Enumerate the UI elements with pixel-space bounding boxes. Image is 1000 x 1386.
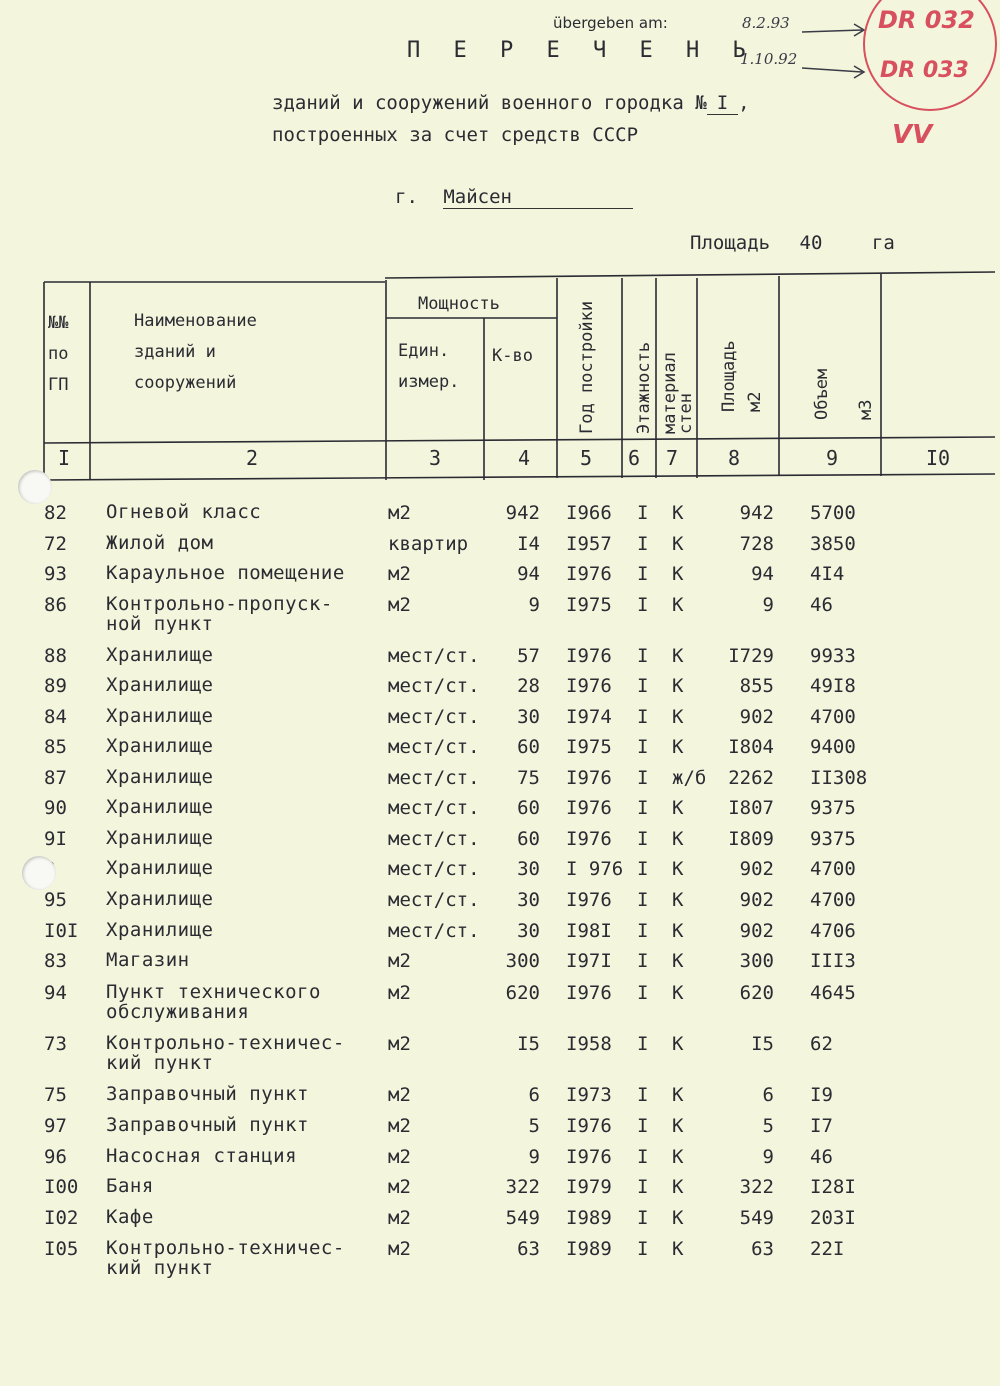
cell-year: I976 [566,767,612,789]
cell-vol: 62 [810,1033,833,1055]
cell-mat: К [672,920,684,942]
punch-hole-top [18,470,52,504]
area-unit: га [871,232,895,254]
table-row [0,889,1000,921]
cell-vol: I7 [810,1115,833,1137]
table-row [0,767,1000,799]
cell-unit: мест/ст. [388,797,480,819]
header-unit: Един. измер. [398,341,460,392]
table-row [0,502,1000,534]
cell-mat: К [672,950,684,972]
cell-num: 93 [44,563,67,585]
table-row [0,1084,1000,1116]
stamp-initials: VV [892,120,933,150]
cell-mat: К [672,645,684,667]
cell-unit: м2 [388,502,411,524]
cell-unit: мест/ст. [388,767,480,789]
cell-mat: К [672,1146,684,1168]
cell-year: I98I [566,920,612,942]
cell-vol: 49I8 [810,675,856,697]
cell-unit: мест/ст. [388,920,480,942]
punch-hole-bottom [22,856,56,890]
cell-vol: 4700 [810,858,856,880]
cell-vol: I28I [810,1176,856,1198]
header-area: Площадь м2 [719,340,765,412]
cell-unit: м2 [388,1115,411,1137]
cell-qty: 300 [505,950,540,972]
cell-num: 84 [44,706,67,728]
cell-unit: м2 [388,982,411,1004]
cell-name: Хранилище [106,766,214,788]
cell-num: 89 [44,675,67,697]
table-row [0,675,1000,707]
cell-name: Огневой класс [106,501,262,523]
cell-qty: 60 [517,736,540,758]
cell-vol: 9933 [810,645,856,667]
table-row [0,950,1000,982]
cell-mat: К [672,594,684,616]
col-num-6: 6 [628,446,641,470]
cell-name: Хранилище [106,857,214,879]
cell-mat: К [672,1238,684,1260]
cell-num: 95 [44,889,67,911]
cell-unit: мест/ст. [388,858,480,880]
cell-qty: I4 [517,533,540,555]
cell-vol: 3850 [810,533,856,555]
cell-area: I5 [751,1033,774,1055]
cell-unit: м2 [388,594,411,616]
table-row [0,920,1000,952]
table-row [0,1146,1000,1178]
cell-year: I976 [566,563,612,585]
cell-floors: I [637,1146,649,1168]
cell-area: 902 [739,858,774,880]
table-row [0,706,1000,738]
col-num-8: 8 [728,446,741,470]
cell-name: Хранилище [106,735,214,757]
cell-num: 85 [44,736,67,758]
header-num: №№ по ГП [48,313,69,395]
cell-area: 902 [739,889,774,911]
cell-vol: III3 [810,950,856,972]
cell-qty: 28 [517,675,540,697]
cell-year: I958 [566,1033,612,1055]
table-row [0,1237,1000,1279]
cell-year: I976 [566,982,612,1004]
cell-area: I807 [728,797,774,819]
cell-name: Караульное помещение [106,562,345,584]
cell-area: 9 [762,594,774,616]
cell-year: I97I [566,950,612,972]
cell-area: 63 [751,1238,774,1260]
cell-name: Хранилище [106,919,214,941]
cell-name: Контрольно-техничес- кий пункт [106,1032,345,1074]
cell-qty: 5 [528,1115,540,1137]
cell-year: I976 [566,797,612,819]
cell-name: Контрольно-пропуск- ной пункт [106,593,333,635]
cell-name: Жилой дом [106,532,214,554]
cell-floors: I [637,675,649,697]
cell-name: Контрольно-техничес- кий пункт [106,1237,345,1279]
header-year: Год постройки [577,300,597,434]
cell-qty: 30 [517,920,540,942]
cell-year: I975 [566,594,612,616]
table-row [0,797,1000,829]
cell-num: 72 [44,533,67,555]
header-name: Наименование зданий и сооружений [134,311,257,393]
cell-qty: 942 [505,502,540,524]
cell-name: Заправочный пункт [106,1114,309,1136]
cell-name: Хранилище [106,674,214,696]
cell-vol: I9 [810,1084,833,1106]
cell-year: I976 [566,889,612,911]
cell-area: 94 [751,563,774,585]
cell-unit: мест/ст. [388,645,480,667]
cell-year: I976 [566,1146,612,1168]
table-row [0,1207,1000,1239]
cell-floors: I [637,563,649,585]
table-row [0,736,1000,768]
cell-num: 86 [44,594,67,616]
cell-name: Пункт технического обслуживания [106,981,321,1023]
cell-year: I974 [566,706,612,728]
col-num-7: 7 [666,446,679,470]
cell-floors: I [637,736,649,758]
cell-name: Хранилище [106,705,214,727]
cell-unit: мест/ст. [388,675,480,697]
cell-year: I957 [566,533,612,555]
cell-area: 5 [762,1115,774,1137]
cell-floors: I [637,889,649,911]
cell-floors: I [637,706,649,728]
cell-area: 855 [739,675,774,697]
cell-vol: 4706 [810,920,856,942]
cell-mat: К [672,1207,684,1229]
cell-area: 942 [739,502,774,524]
cell-vol: 9400 [810,736,856,758]
cell-qty: 75 [517,767,540,789]
cell-mat: К [672,858,684,880]
cell-unit: м2 [388,950,411,972]
cell-unit: мест/ст. [388,736,480,758]
cell-mat: К [672,1176,684,1198]
cell-mat: К [672,736,684,758]
cell-unit: квартир [388,533,469,555]
cell-qty: 6 [528,1084,540,1106]
table-row [0,645,1000,677]
cell-num: I05 [44,1238,79,1260]
cell-qty: 63 [517,1238,540,1260]
header-capacity: Мощность [418,294,500,314]
table-row [0,1176,1000,1208]
area-value: 40 [799,232,823,254]
col-num-5: 5 [580,446,593,470]
cell-unit: мест/ст. [388,828,480,850]
cell-num: 94 [44,982,67,1004]
cell-mat: К [672,1084,684,1106]
cell-floors: I [637,950,649,972]
cell-area: 549 [739,1207,774,1229]
cell-floors: I [637,982,649,1004]
cell-mat: К [672,675,684,697]
table-row [0,981,1000,1023]
cell-name: Хранилище [106,827,214,849]
cell-mat: К [672,1115,684,1137]
table-row [0,858,1000,890]
cell-mat: К [672,563,684,585]
cell-floors: I [637,1207,649,1229]
cell-num: 96 [44,1146,67,1168]
header-qty: К-во [492,346,533,366]
stamp-code-2: DR 033 [880,58,969,83]
cell-qty: 9 [528,1146,540,1168]
col-num-2: 2 [246,446,259,470]
cell-vol: 4I4 [810,563,845,585]
cell-vol: 9375 [810,797,856,819]
table-row [0,533,1000,565]
cell-name: Насосная станция [106,1145,298,1167]
cell-qty: 30 [517,889,540,911]
cell-qty: 549 [505,1207,540,1229]
cell-name: Кафе [106,1206,154,1228]
cell-qty: 322 [505,1176,540,1198]
cell-vol: II308 [810,767,868,789]
cell-floors: I [637,1084,649,1106]
cell-vol: 4700 [810,706,856,728]
cell-mat: К [672,797,684,819]
cell-unit: м2 [388,1146,411,1168]
cell-mat: К [672,1033,684,1055]
city-prefix: г. [395,186,418,208]
cell-vol: 4645 [810,982,856,1004]
cell-num: 97 [44,1115,67,1137]
cell-floors: I [637,828,649,850]
cell-qty: 60 [517,797,540,819]
cell-num: 87 [44,767,67,789]
cell-area: 902 [739,920,774,942]
cell-qty: I5 [517,1033,540,1055]
table-row [0,563,1000,595]
cell-year: I979 [566,1176,612,1198]
cell-num: I00 [44,1176,79,1198]
table-row [0,1115,1000,1147]
cell-year: I976 [566,1115,612,1137]
cell-unit: м2 [388,1033,411,1055]
cell-year: I966 [566,502,612,524]
stamp-code-1: DR 032 [878,6,975,34]
cell-area: 322 [739,1176,774,1198]
handover-date-2: 1.10.92 [740,50,798,68]
cell-qty: 60 [517,828,540,850]
cell-floors: I [637,1033,649,1055]
cell-year: I976 [566,828,612,850]
cell-unit: мест/ст. [388,889,480,911]
table-row [0,593,1000,635]
cell-floors: I [637,1176,649,1198]
cell-num: 73 [44,1033,67,1055]
col-num-4: 4 [518,446,531,470]
cell-floors: I [637,767,649,789]
cell-area: 902 [739,706,774,728]
cell-name: Хранилище [106,796,214,818]
handover-label: übergeben am: [553,14,668,32]
cell-unit: м2 [388,1207,411,1229]
cell-unit: м2 [388,1084,411,1106]
cell-vol: 203I [810,1207,856,1229]
cell-num: 82 [44,502,67,524]
subtitle-prefix: зданий и сооружений военного городка № [272,92,707,114]
cell-name: Заправочный пункт [106,1083,309,1105]
cell-vol: 5700 [810,502,856,524]
cell-qty: 30 [517,858,540,880]
cell-vol: 46 [810,1146,833,1168]
cell-year: I975 [566,736,612,758]
cell-mat: ж/б [672,767,707,789]
cell-year: I989 [566,1238,612,1260]
cell-vol: 4700 [810,889,856,911]
cell-area: I804 [728,736,774,758]
cell-name: Хранилище [106,644,214,666]
cell-mat: К [672,533,684,555]
cell-vol: 46 [810,594,833,616]
handover-date-1: 8.2.93 [742,14,790,32]
area-label: Площадь [690,232,771,254]
city-name: Майсен [443,186,633,209]
cell-area: 300 [739,950,774,972]
cell-floors: I [637,1238,649,1260]
cell-floors: I [637,1115,649,1137]
cell-year: I976 [566,645,612,667]
cell-year: I 976 [566,858,624,880]
cell-year: I989 [566,1207,612,1229]
header-floors: Этажность [634,341,654,434]
cell-area: I729 [728,645,774,667]
cell-floors: I [637,502,649,524]
cell-num: 9I [44,828,67,850]
cell-floors: I [637,858,649,880]
document-title: П Е Р Е Ч Е Н Ь [407,38,756,63]
table-row [0,1032,1000,1074]
header-volume: Объем м3 [812,368,876,420]
cell-year: I976 [566,675,612,697]
cell-num: 90 [44,797,67,819]
cell-mat: К [672,502,684,524]
town-number: I [707,92,738,115]
cell-area: 620 [739,982,774,1004]
cell-mat: К [672,828,684,850]
cell-unit: мест/ст. [388,706,480,728]
cell-area: 9 [762,1146,774,1168]
cell-floors: I [637,533,649,555]
cell-area: 2262 [728,767,774,789]
cell-floors: I [637,797,649,819]
cell-area: 728 [739,533,774,555]
cell-num: I02 [44,1207,79,1229]
col-num-1: I [58,446,71,470]
col-num-9: 9 [826,446,839,470]
cell-qty: 9 [528,594,540,616]
cell-num: 75 [44,1084,67,1106]
cell-area: I809 [728,828,774,850]
cell-mat: К [672,982,684,1004]
cell-unit: м2 [388,1176,411,1198]
cell-mat: К [672,889,684,911]
cell-unit: м2 [388,563,411,585]
col-num-10: I0 [926,446,951,470]
cell-num: 83 [44,950,67,972]
cell-area: 6 [762,1084,774,1106]
header-material: материал стен [660,352,696,434]
cell-unit: м2 [388,1238,411,1260]
cell-floors: I [637,594,649,616]
subtitle-line2: построенных за счет средств СССР [272,124,639,146]
cell-qty: 620 [505,982,540,1004]
cell-vol: 9375 [810,828,856,850]
cell-qty: 30 [517,706,540,728]
cell-vol: 22I [810,1238,845,1260]
cell-name: Магазин [106,949,190,971]
cell-floors: I [637,645,649,667]
cell-qty: 94 [517,563,540,585]
cell-qty: 57 [517,645,540,667]
cell-mat: К [672,706,684,728]
cell-num: I0I [44,920,79,942]
cell-year: I973 [566,1084,612,1106]
subtitle-line1: зданий и сооружений военного городка № I , [272,92,750,114]
cell-num: 88 [44,645,67,667]
col-num-3: 3 [429,446,442,470]
cell-name: Хранилище [106,888,214,910]
table-row [0,828,1000,860]
cell-floors: I [637,920,649,942]
cell-name: Баня [106,1175,154,1197]
